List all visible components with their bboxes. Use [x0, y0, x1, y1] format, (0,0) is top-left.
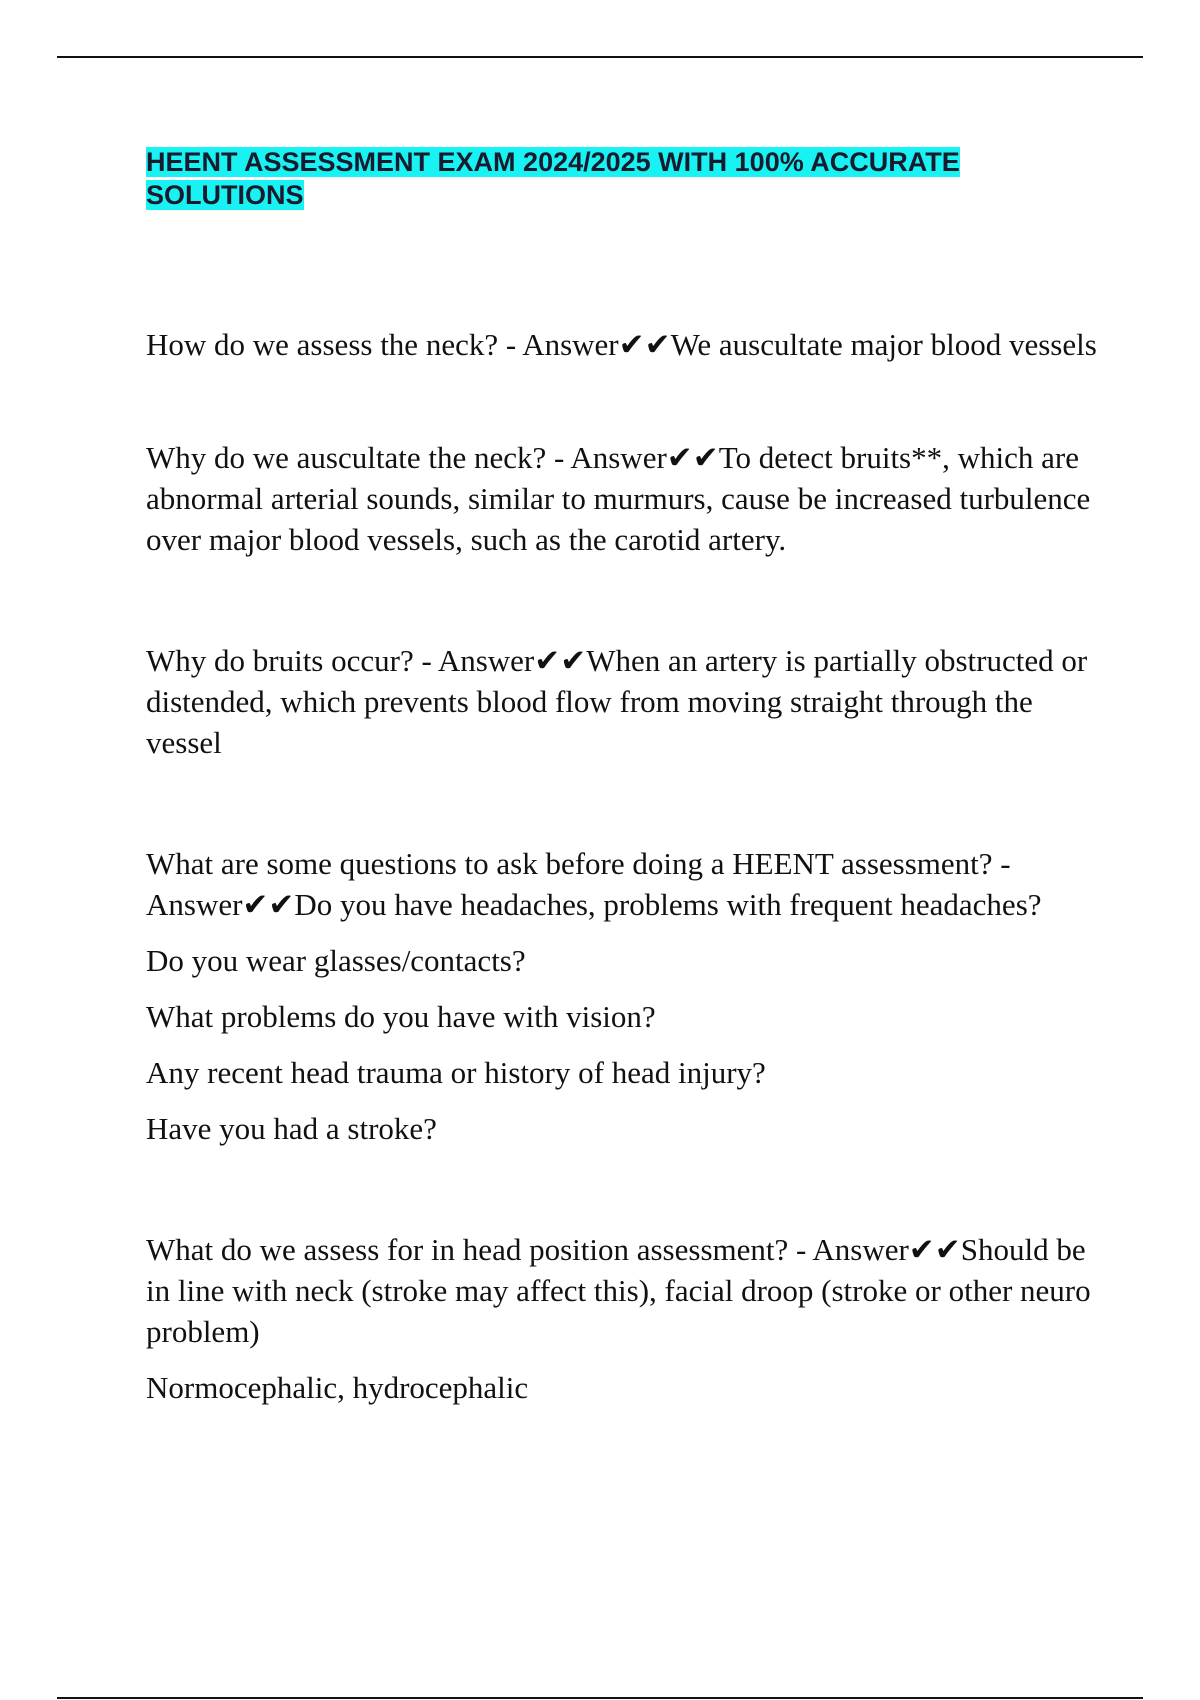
top-rule [57, 56, 1143, 58]
qa-extra-line: Any recent head trauma or history of head injury? [146, 1055, 766, 1090]
qa-text: What do we assess for in head position assessment? - Answer✔✔Should be in line with neck (stroke may affect this), facial droop (stroke or other neuro problem) [146, 1232, 1091, 1349]
qa-item [146, 324, 1106, 365]
qa-item [146, 1229, 1106, 1408]
document-title: HEENT ASSESSMENT EXAM 2024/2025 WITH 100% ACCURATE SOLUTIONS [146, 147, 960, 210]
bottom-rule [57, 1697, 1143, 1699]
qa-text: How do we assess the neck? - Answer✔✔We auscultate major blood vessels [146, 327, 1097, 362]
qa-text: Why do we auscultate the neck? - Answer✔✔To detect bruits**, which are abnormal arterial sounds, similar to murmurs, cause be increased turbulence over major blood vessels, such as the carotid artery. [146, 440, 1091, 557]
document-body [146, 146, 1106, 1480]
qa-text: What are some questions to ask before doing a HEENT assessment? - Answer✔✔Do you have headaches, problems with frequent headaches? [146, 846, 1042, 922]
qa-extra-line: Do you wear glasses/contacts? [146, 943, 526, 978]
qa-extra-line: Have you had a stroke? [146, 1111, 437, 1146]
qa-item [146, 843, 1106, 1149]
qa-list [146, 324, 1106, 1408]
qa-text: Why do bruits occur? - Answer✔✔When an artery is partially obstructed or distended, which prevents blood flow from moving straight through the vessel [146, 643, 1088, 760]
qa-item [146, 437, 1106, 560]
qa-extra-line: Normocephalic, hydrocephalic [146, 1370, 529, 1405]
qa-extra-line: What problems do you have with vision? [146, 999, 656, 1034]
qa-item [146, 640, 1106, 763]
